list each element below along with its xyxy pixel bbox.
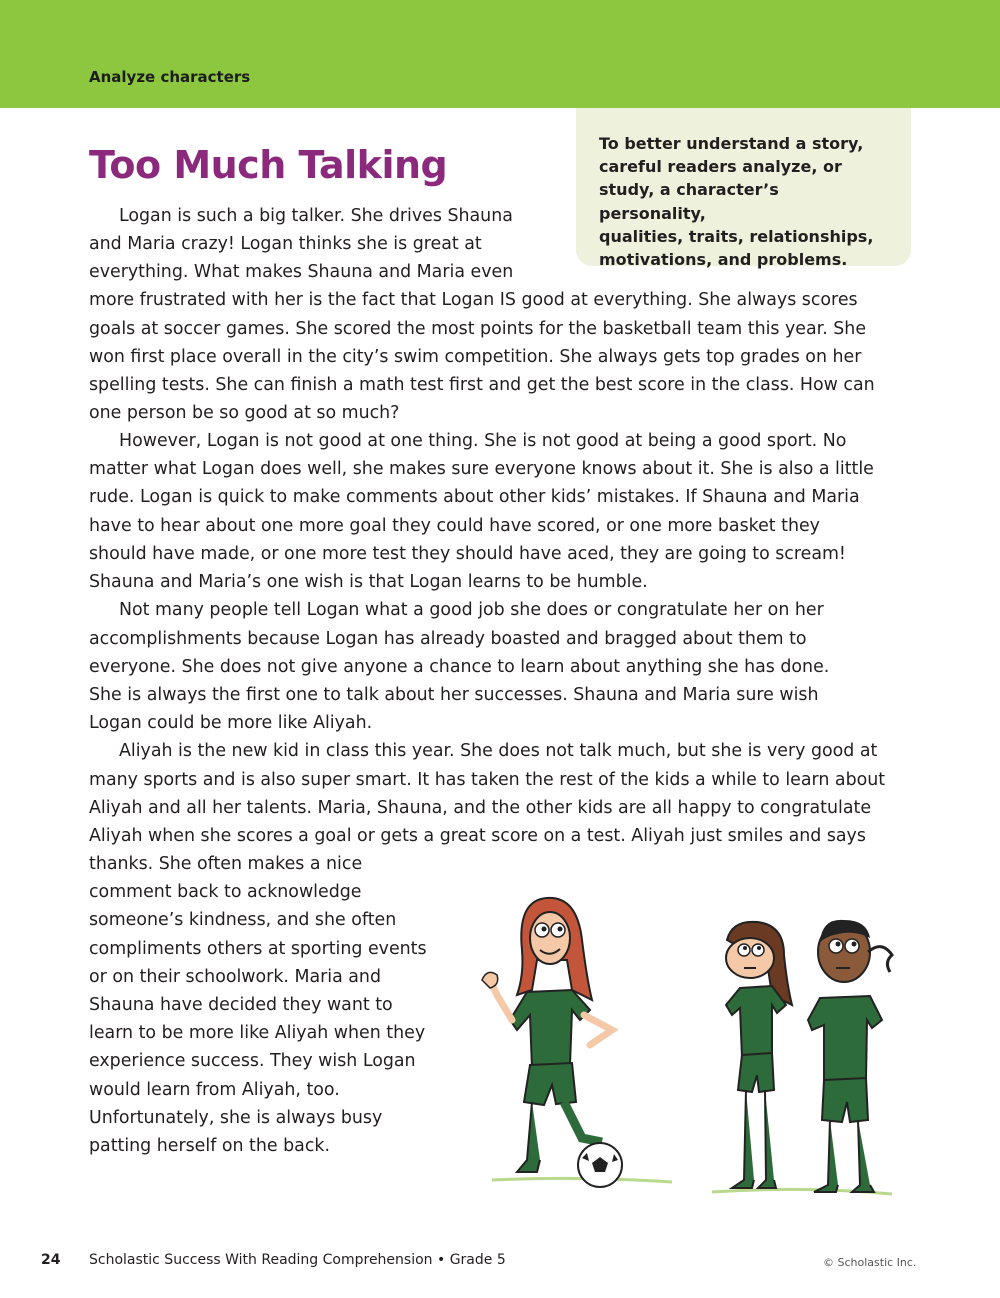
story-line: experience success. They wish Logan: [89, 1051, 416, 1071]
callout-line: careful readers analyze, or: [599, 157, 842, 177]
story-line: would learn from Aliyah, too.: [89, 1080, 340, 1100]
story-line: Aliyah when she scores a goal or gets a great score on a test. Aliyah just smiles and says: [89, 826, 866, 846]
story-line: Aliyah is the new kid in class this year. She does not talk much, but she is very good at: [119, 741, 878, 761]
callout-line: study, a character’s personality,: [599, 180, 779, 223]
story-line: Not many people tell Logan what a good job she does or congratulate her on her: [119, 600, 824, 620]
story-line: However, Logan is not good at one thing. She is not good at being a good sport. No: [119, 431, 847, 451]
girls-soccer-illustration: [472, 880, 912, 1200]
story-line: have to hear about one more goal they could have scored, or one more basket they: [89, 516, 820, 536]
logan-arm-right: [584, 1015, 612, 1045]
story-line: more frustrated with her is the fact that Logan IS good at everything. She always scores: [89, 290, 858, 310]
maria-jersey: [726, 986, 786, 1057]
story-line: should have made, or one more test they should have aced, they are going to scream!: [89, 544, 846, 564]
story-line: rude. Logan is quick to make comments about other kids’ mistakes. If Shauna and Maria: [89, 487, 860, 507]
story-line: She is always the first one to talk about her successes. Shauna and Maria sure wish: [89, 685, 819, 705]
footer-book-title: Scholastic Success With Reading Comprehension • Grade 5: [89, 1252, 506, 1268]
story-line: one person be so good at so much?: [89, 403, 400, 423]
story-line: or on their schoolwork. Maria and: [89, 967, 381, 987]
callout-line: motivations, and problems.: [599, 250, 848, 270]
maria-figure: [726, 922, 792, 1188]
story-line: matter what Logan does well, she makes sure everyone knows about it. She is also a little: [89, 459, 874, 479]
maria-shorts: [738, 1053, 774, 1092]
story-line: comment back to acknowledge: [89, 882, 362, 902]
story-line: everyone. She does not give anyone a chance to learn about anything she has done.: [89, 657, 830, 677]
copyright-notice: © Scholastic Inc.: [823, 1256, 917, 1269]
story-line: thanks. She often makes a nice: [89, 854, 363, 874]
story-line: goals at soccer games. She scored the most points for the basketball team this year. She: [89, 319, 867, 339]
page-number: 24: [41, 1252, 61, 1268]
story-line: Logan is such a big talker. She drives Shauna: [119, 206, 513, 226]
header-band: [0, 0, 1000, 108]
tip-callout-box: [576, 108, 911, 270]
story-line: compliments others at sporting events: [89, 939, 427, 959]
story-line: Unfortunately, she is always busy: [89, 1108, 383, 1128]
story-title: Too Much Talking: [89, 143, 448, 187]
story-line: patting herself on the back.: [89, 1136, 330, 1156]
logan-figure: [482, 898, 622, 1187]
story-line: spelling tests. She can finish a math test first and get the best score in the class. How can: [89, 375, 875, 395]
story-line: Shauna have decided they want to: [89, 995, 393, 1015]
logan-face: [530, 912, 570, 964]
story-line: and Maria crazy! Logan thinks she is great at: [89, 234, 482, 254]
maria-face: [726, 938, 774, 978]
logan-shorts: [524, 1063, 576, 1105]
story-line: many sports and is also super smart. It has taken the rest of the kids a while to learn about: [89, 770, 886, 790]
story-line: Aliyah and all her talents. Maria, Shauna, and the other kids are all happy to congratulate: [89, 798, 872, 818]
story-line: Logan could be more like Aliyah.: [89, 713, 373, 733]
story-line: accomplishments because Logan has already boasted and bragged about them to: [89, 629, 807, 649]
shauna-figure: [808, 920, 892, 1192]
shauna-jersey: [808, 996, 882, 1082]
logan-jersey: [510, 990, 590, 1068]
keyword-analyze: analyze: [742, 157, 812, 177]
story-line: Shauna and Maria’s one wish is that Logan learns to be humble.: [89, 572, 648, 592]
callout-line: qualities, traits, relationships,: [599, 226, 874, 246]
section-label: Analyze characters: [89, 68, 251, 86]
story-line: won first place overall in the city’s swim competition. She always gets top grades on her: [89, 347, 862, 367]
story-line: learn to be more like Aliyah when they: [89, 1023, 426, 1043]
shauna-shorts: [822, 1078, 868, 1122]
story-line: everything. What makes Shauna and Maria even: [89, 262, 514, 282]
callout-line: To better understand a story,: [599, 134, 864, 153]
story-line: someone’s kindness, and she often: [89, 910, 397, 930]
